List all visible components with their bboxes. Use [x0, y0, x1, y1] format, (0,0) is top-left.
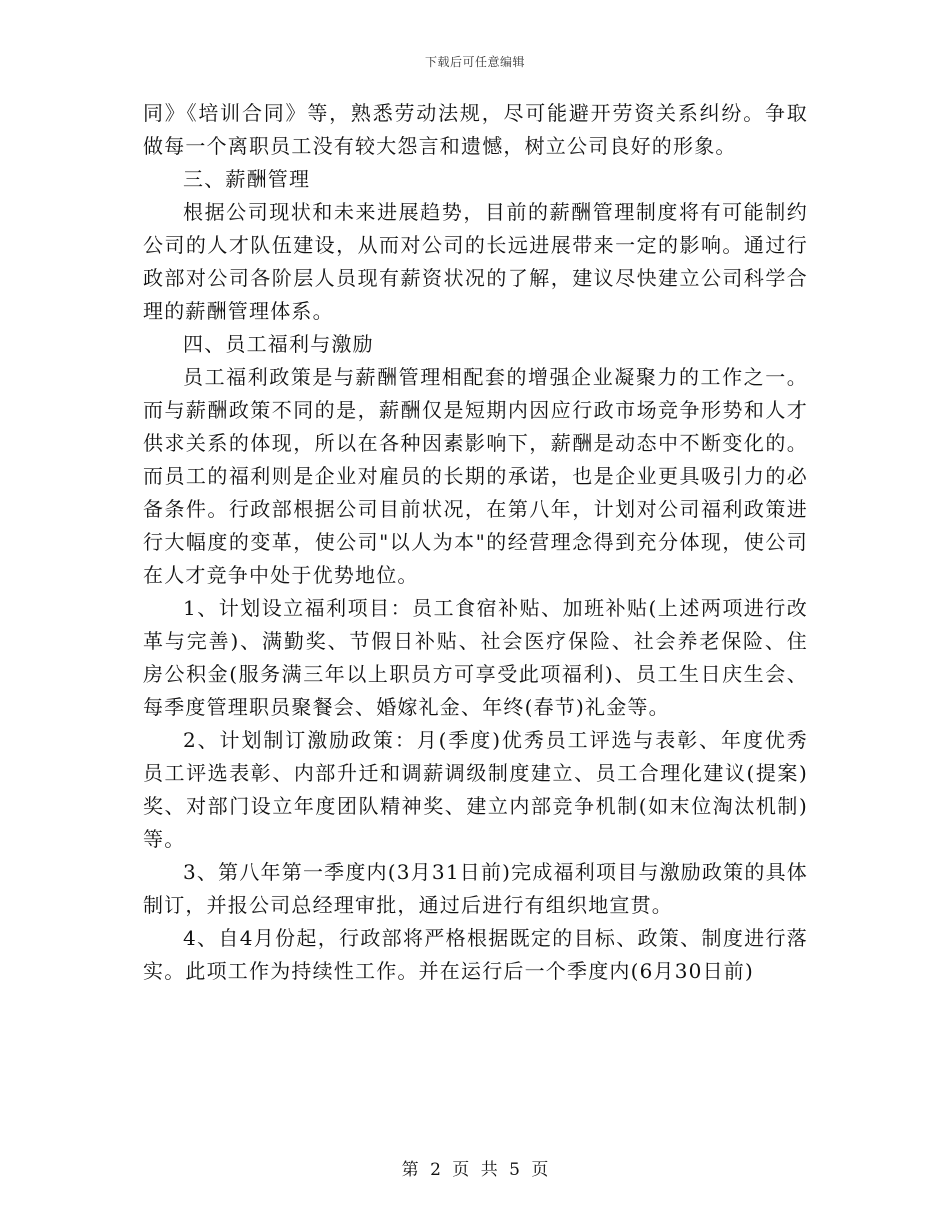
- page-header: 下载后可任意编辑: [424, 55, 525, 69]
- paragraph-item-1: 1、计划设立福利项目：员工食宿补贴、加班补贴(上述两项进行改革与完善)、满勤奖、节假日补贴、社会医疗保险、社会养老保险、住房公积金(服务满三年以上职员方可享受此项福利)、员工生日庆生会、每季度管理职员聚餐会、婚嫁礼金、年终(春节)礼金等。: [143, 596, 808, 719]
- paragraph-item-2: 2、计划制订激励政策：月(季度)优秀员工评选与表彰、年度优秀员工评选表彰、内部升迁和调薪调级制度建立、员工合理化建议(提案)奖、对部门设立年度团队精神奖、建立内部竞争机制(如末位淘汰机制)等。: [143, 728, 808, 851]
- paragraph-item-4: 4、自4月份起，行政部将严格根据既定的目标、政策、制度进行落实。此项工作为持续性工作。并在运行后一个季度内(6月30日前): [143, 926, 808, 983]
- paragraph-item-3: 3、第八年第一季度内(3月31日前)完成福利项目与激励政策的具体制订，并报公司总经理审批，通过后进行有组织地宣贯。: [143, 860, 808, 917]
- section-heading-welfare: 四、员工福利与激励: [183, 332, 374, 356]
- paragraph-welfare-policy: 员工福利政策是与薪酬管理相配套的增强企业凝聚力的工作之一。而与薪酬政策不同的是，薪酬仅是短期内因应行政市场竞争形势和人才供求关系的体现，所以在各种因素影响下，薪酬是动态中不断变化的。而员工的福利则是企业对雇员的长期的承诺，也是企业更具吸引力的必备条件。行政部根据公司目前状况，在第八年，计划对公司福利政策进行大幅度的变革，使公司"以人为本"的经营理念得到充分体现，使公司在人才竞争中处于优势地位。: [143, 365, 808, 587]
- paragraph-salary: 根据公司现状和未来进展趋势，目前的薪酬管理制度将有可能制约公司的人才队伍建设，从而对公司的长远进展带来一定的影响。通过行政部对公司各阶层人员现有薪资状况的了解，建议尽快建立公司科学合理的薪酬管理体系。: [143, 200, 808, 323]
- paragraph-continuation: 同》《培训合同》等，熟悉劳动法规，尽可能避开劳资关系纠纷。争取做每一个离职员工没有较大怨言和遗憾，树立公司良好的形象。: [143, 101, 808, 158]
- page-footer: 第 2 页 共 5 页: [401, 1160, 549, 1180]
- section-heading-salary: 三、薪酬管理: [183, 167, 311, 191]
- document-body: [143, 97, 808, 988]
